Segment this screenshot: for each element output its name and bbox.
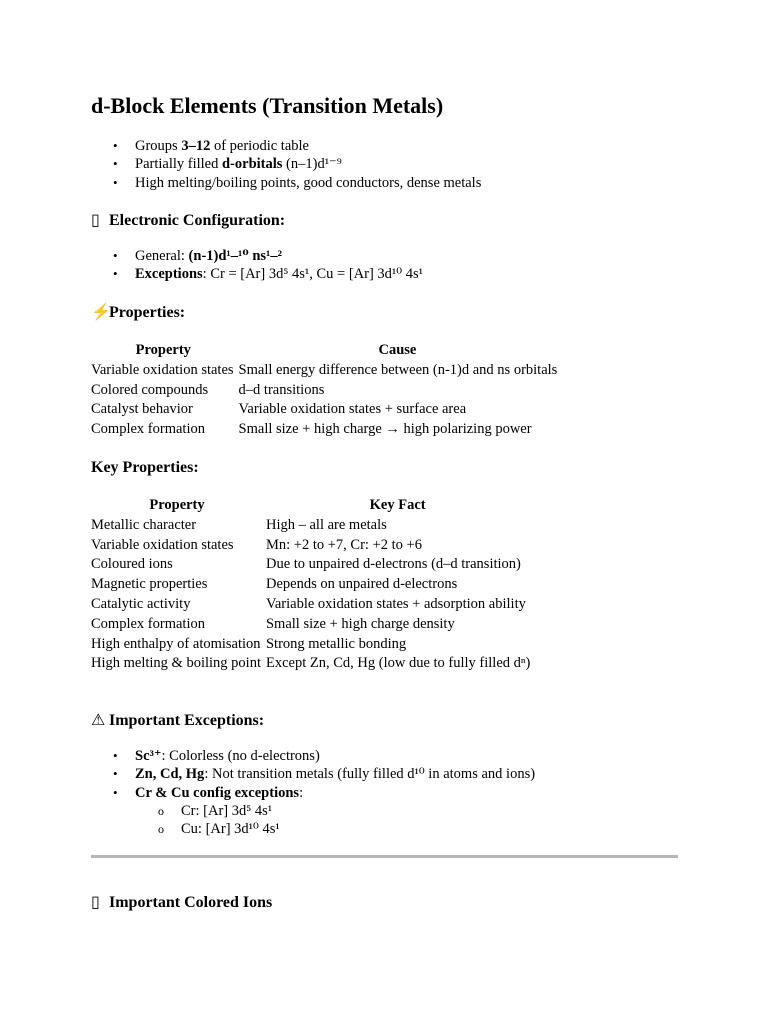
- table-row: [91, 654, 532, 674]
- electronic-config-list: [91, 247, 423, 284]
- exceptions-heading: ⚠ Important Exceptions:: [91, 712, 265, 729]
- table-cell: Complex formation: [91, 615, 205, 632]
- intro-list: [91, 137, 481, 192]
- properties-heading: ⚡ Properties:: [91, 304, 186, 321]
- table-cell: High enthalpy of atomisation: [91, 635, 261, 652]
- placeholder-glyph-icon: ▯: [91, 212, 100, 229]
- column-header: Key Fact: [369, 497, 426, 513]
- column-header: Cause: [378, 342, 417, 358]
- table-row: [91, 381, 559, 401]
- table-row: [91, 575, 532, 595]
- list-item: o Cr: [Ar] 3d⁵ 4s¹: [91, 802, 280, 820]
- table-cell: Strong metallic bonding: [265, 635, 407, 652]
- key-properties-heading: Key Properties:: [91, 459, 199, 476]
- table-cell: d–d transitions: [238, 381, 325, 398]
- table-cell: Metallic character: [91, 516, 197, 533]
- table-header-row: [91, 496, 532, 516]
- table-row: [91, 615, 532, 635]
- table-row: [91, 400, 559, 420]
- horizontal-divider: [91, 855, 678, 858]
- table-header-row: [91, 341, 559, 361]
- table-row: [91, 420, 559, 440]
- colored-ions-heading: ▯ Important Colored Ions: [91, 894, 273, 911]
- table-cell: Small size + high charge density: [265, 615, 455, 632]
- table-row: [91, 516, 532, 536]
- list-item: • Groups 3–12 of periodic table: [91, 137, 481, 155]
- table-cell: Mn: +2 to +7, Cr: +2 to +6: [265, 536, 422, 553]
- page-title: d-Block Elements (Transition Metals): [91, 93, 444, 118]
- table-cell: Small energy difference between (n-1)d and ns orbitals: [238, 361, 558, 378]
- table-cell: Depends on unpaired d-electrons: [265, 576, 458, 593]
- electronic-config-heading: ▯ Electronic Configuration:: [91, 212, 286, 229]
- exceptions-sublist: [91, 802, 280, 839]
- table-cell: Magnetic properties: [91, 576, 208, 593]
- table-cell: High – all are metals: [265, 516, 387, 533]
- key-properties-table: [91, 496, 532, 674]
- lightning-icon: ⚡: [91, 304, 111, 321]
- table-cell: Variable oxidation states + adsorption ability: [265, 595, 526, 612]
- table-row: [91, 555, 532, 575]
- table-cell: Catalyst behavior: [91, 401, 193, 418]
- table-cell: Small size + high charge → high polarizing power: [238, 421, 532, 438]
- list-item: • High melting/boiling points, good conductors, dense metals: [91, 174, 481, 192]
- properties-table: [91, 341, 559, 440]
- table-cell: Catalytic activity: [91, 595, 191, 612]
- table-cell: Complex formation: [91, 421, 205, 438]
- list-item: • Cr & Cu config exceptions:: [91, 784, 535, 802]
- list-item: o Cu: [Ar] 3d¹⁰ 4s¹: [91, 820, 280, 838]
- table-cell: Variable oxidation states: [91, 536, 234, 553]
- list-item: • Sc³⁺: Colorless (no d-electrons): [91, 747, 535, 765]
- table-cell: Colored compounds: [91, 381, 209, 398]
- exceptions-list: [91, 747, 535, 802]
- table-cell: Coloured ions: [91, 556, 173, 573]
- column-header: Property: [135, 342, 191, 358]
- table-row: [91, 635, 532, 655]
- table-cell: High melting & boiling point: [91, 655, 261, 672]
- column-header: Property: [149, 497, 205, 513]
- placeholder-glyph-icon: ▯: [91, 894, 100, 911]
- warning-icon: ⚠: [91, 712, 106, 729]
- list-item: • General: (n-1)d¹–¹⁰ ns¹–²: [91, 247, 423, 265]
- table-cell: Except Zn, Cd, Hg (low due to fully filled dⁿ): [265, 655, 531, 672]
- table-cell: Variable oxidation states + surface area: [238, 401, 467, 418]
- table-cell: Due to unpaired d-electrons (d–d transition): [265, 556, 521, 573]
- list-item: • Exceptions: Cr = [Ar] 3d⁵ 4s¹, Cu = [Ar] 3d¹⁰ 4s¹: [91, 265, 423, 283]
- list-item: • Zn, Cd, Hg: Not transition metals (fully filled d¹⁰ in atoms and ions): [91, 765, 535, 783]
- list-item: • Partially filled d-orbitals (n–1)d¹⁻⁹: [91, 155, 481, 173]
- table-row: [91, 595, 532, 615]
- table-row: [91, 361, 559, 381]
- table-cell: Variable oxidation states: [91, 361, 234, 378]
- table-row: [91, 536, 532, 556]
